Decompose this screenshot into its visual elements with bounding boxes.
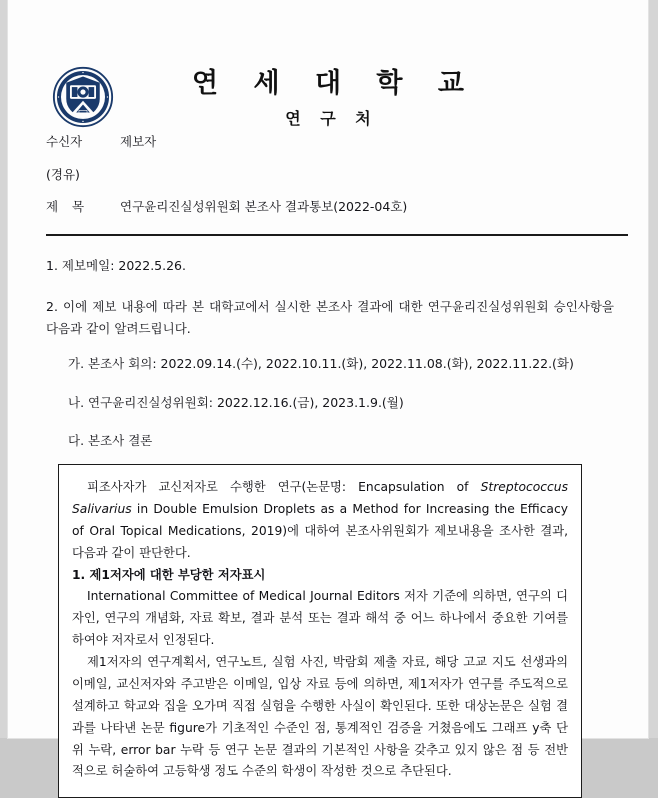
via-row — [46, 166, 648, 182]
conclusion-paragraph-1-post: in Double Emulsion Droplets as a Method for Increasing the Efficacy of Oral Topical Medications, 2019)에 대하여 본조사위원회가 제보내용을 조사한 결과, 다음과 같이 판단한다. — [72, 501, 568, 560]
header-divider — [46, 234, 628, 236]
body-item-2: 2. 이에 제보 내용에 따라 본 대학교에서 실시한 본조사 결과에 대한 연구윤리진실성위원회 승인사항을 다음과 같이 알려드립니다. — [46, 298, 614, 336]
body-subitem-ga: 가. 본조사 회의: 2022.09.14.(수), 2022.10.11.(화), 2022.11.08.(화), 2022.11.22.(화) — [68, 356, 574, 372]
yonsei-university-crest-icon — [52, 66, 114, 128]
organization-subtitle: 연 구 처 — [285, 109, 378, 129]
subject-row — [46, 201, 648, 214]
conclusion-paragraph-2: International Committee of Medical Journal Editors 저자 기준에 의하면, 연구의 디자인, 연구의 개념화, 자료 확보, 결과 분석 또는 결과 해석 중 어느 하나에서 중요한 기여를 하여야 저자로서 인정된다. — [72, 589, 568, 648]
organization-title: 연 세 대 학 교 — [191, 68, 477, 99]
conclusion-paragraph-3: 제1저자의 연구계획서, 연구노트, 실험 사진, 박람회 제출 자료, 해당 고교 지도 선생과의 이메일, 교신저자와 주고받은 이메일, 입상 자료 등에 의하면, 제1저자가 연구를 주도적으로 설계하고 학교와 집을 오가며 직접 실험을 수행한 사실이 확인된다. 또한 대상논문은 실험 결과를 나타낸 논문 figure가 기초적인 수준인 점, 통계적인 검증을 거쳤음에도 그래프 y축 단위 누락, error bar 누락 등 연구 논문 결과의 기본적인 사항을 갖추고 있지 않은 점 등 전반적으로 허술하여 고등학생 정도 수준의 학생이 작성한 것으로 추단된다. — [72, 655, 568, 779]
recipient-label: 수신자 — [46, 134, 83, 149]
conclusion-box — [58, 464, 582, 798]
recipient-row — [46, 136, 648, 149]
subject-label: 제 목 — [46, 199, 90, 214]
body-item-1: 1. 제보메일: 2022.5.26. — [46, 257, 186, 273]
recipient-value: 제보자 — [120, 134, 157, 149]
body-subitem-da: 다. 본조사 결론 — [68, 432, 153, 448]
body-subitem-na: 나. 연구윤리진실성위원회: 2022.12.16.(금), 2023.1.9.(월) — [68, 394, 404, 410]
conclusion-heading-1: 1. 제1저자에 대한 부당한 저자표시 — [72, 567, 266, 582]
conclusion-paragraph-1-pre: 피조사자가 교신저자로 수행한 연구(논문명: Encapsulation of — [87, 480, 481, 494]
document-page — [8, 0, 648, 779]
document-fields — [8, 136, 648, 214]
species-name-italic: Streptococcus Salivarius — [72, 480, 568, 516]
document-body — [8, 255, 648, 453]
document-header — [8, 0, 648, 129]
subject-value: 연구윤리진실성위원회 본조사 결과통보(2022-04호) — [120, 199, 408, 214]
via-label: (경유) — [46, 166, 80, 182]
conclusion-paragraph-1 — [72, 477, 568, 565]
